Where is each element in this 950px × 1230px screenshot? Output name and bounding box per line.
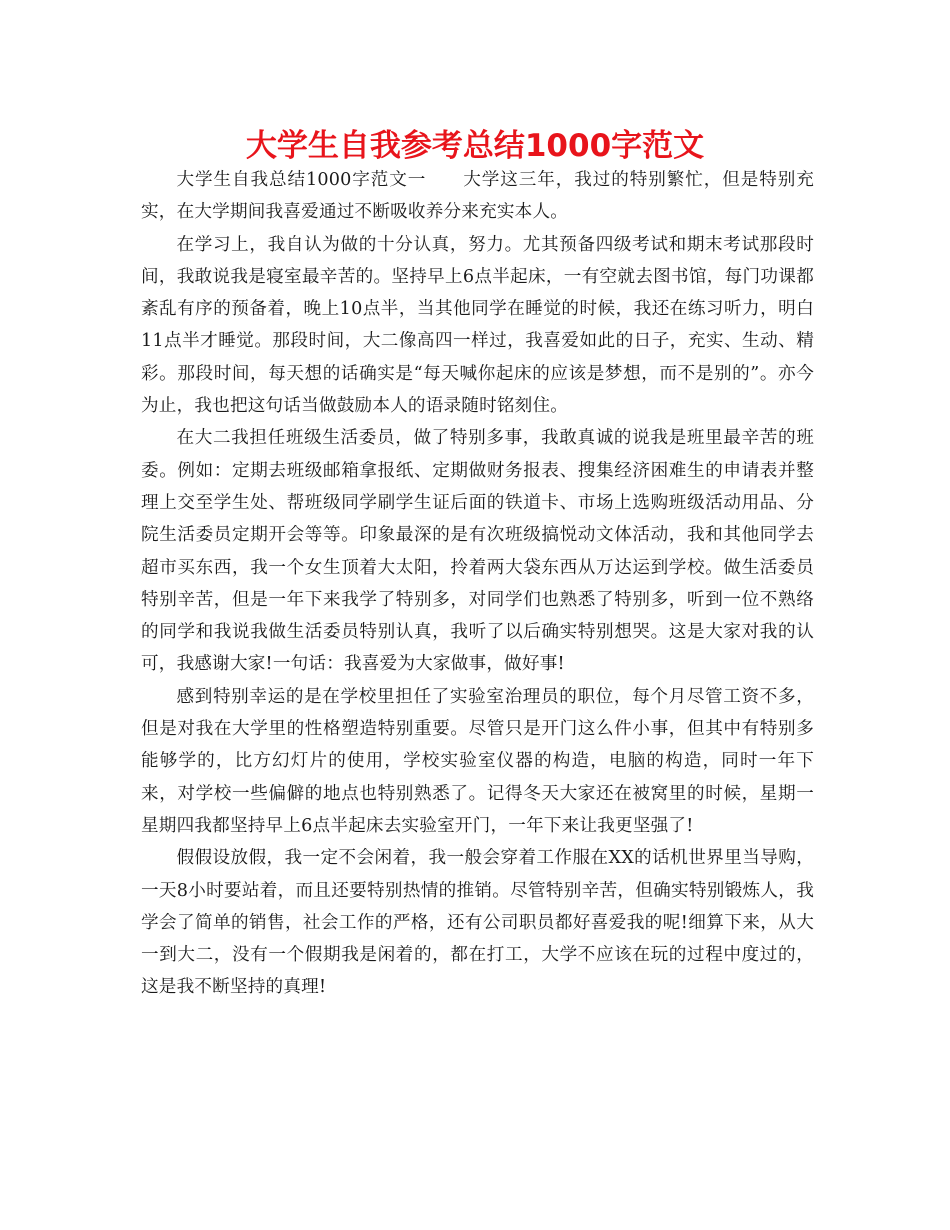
document-body [141,164,814,1004]
paragraph-vacation-work: 假假设放假，我一定不会闲着，我一般会穿着工作服在XX的话机世界里当导购，一天8小时要站着，而且还要特别热情的推销。尽管特别辛苦，但确实特别锻炼人，我学会了简单的销售，社会工作的严格，还有公司职员都好喜爱我的呢!细算下来，从大一到大二，没有一个假期我是闲着的，都在打工，大学不应该在玩的过程中度过的，这是我不断坚持的真理! [141,848,814,998]
paragraph-class-committee: 在大二我担任班级生活委员，做了特别多事，我敢真诚的说我是班里最辛苦的班委。例如：定期去班级邮箱拿报纸、定期做财务报表、搜集经济困难生的申请表并整理上交至学生处、帮班级同学刷学生证后面的铁道卡、市场上选购班级活动用品、分院生活委员定期开会等等。印象最深的是有次班级搞悦动文体活动，我和其他同学去超市买东西，我一个女生顶着大太阳，拎着两大袋东西从万达运到学校。做生活委员特别辛苦，但是一年下来我学了特别多，对同学们也熟悉了特别多，听到一位不熟络的同学和我说我做生活委员特别认真，我听了以后确实特别想哭。这是大家对我的认可，我感谢大家!一句话：我喜爱为大家做事，做好事! [141,428,814,675]
paragraph-intro: 大学生自我总结1000字范文一 大学这三年，我过的特别繁忙，但是特别充实，在大学期间我喜爱通过不断吸收养分来充实本人。 [141,170,814,223]
paragraph-lab-admin: 感到特别幸运的是在学校里担任了实验室治理员的职位，每个月尽管工资不多，但是对我在大学里的性格塑造特别重要。尽管只是开门这么件小事，但其中有特别多能够学的，比方幻灯片的使用，学校实验室仪器的构造，电脑的构造，同时一年下来，对学校一些偏僻的地点也特别熟悉了。记得冬天大家还在被窝里的时候，星期一星期四我都坚持早上6点半起床去实验室开门，一年下来让我更坚强了! [141,686,814,836]
paragraph-study: 在学习上，我自认为做的十分认真，努力。尤其预备四级考试和期末考试那段时间，我敢说我是寝室最辛苦的。坚持早上6点半起床，一有空就去图书馆，每门功课都紊乱有序的预备着，晚上10点半，当其他同学在睡觉的时候，我还在练习听力，明白11点半才睡觉。那段时间，大二像高四一样过，我喜爱如此的日子，充实、生动、精彩。那段时间，每天想的话确实是“每天喊你起床的应该是梦想，而不是别的”。亦今为止，我也把这句话当做鼓励本人的语录随时铭刻住。 [141,234,814,417]
document-title: 大学生自我参考总结1000字范文 [245,128,705,164]
